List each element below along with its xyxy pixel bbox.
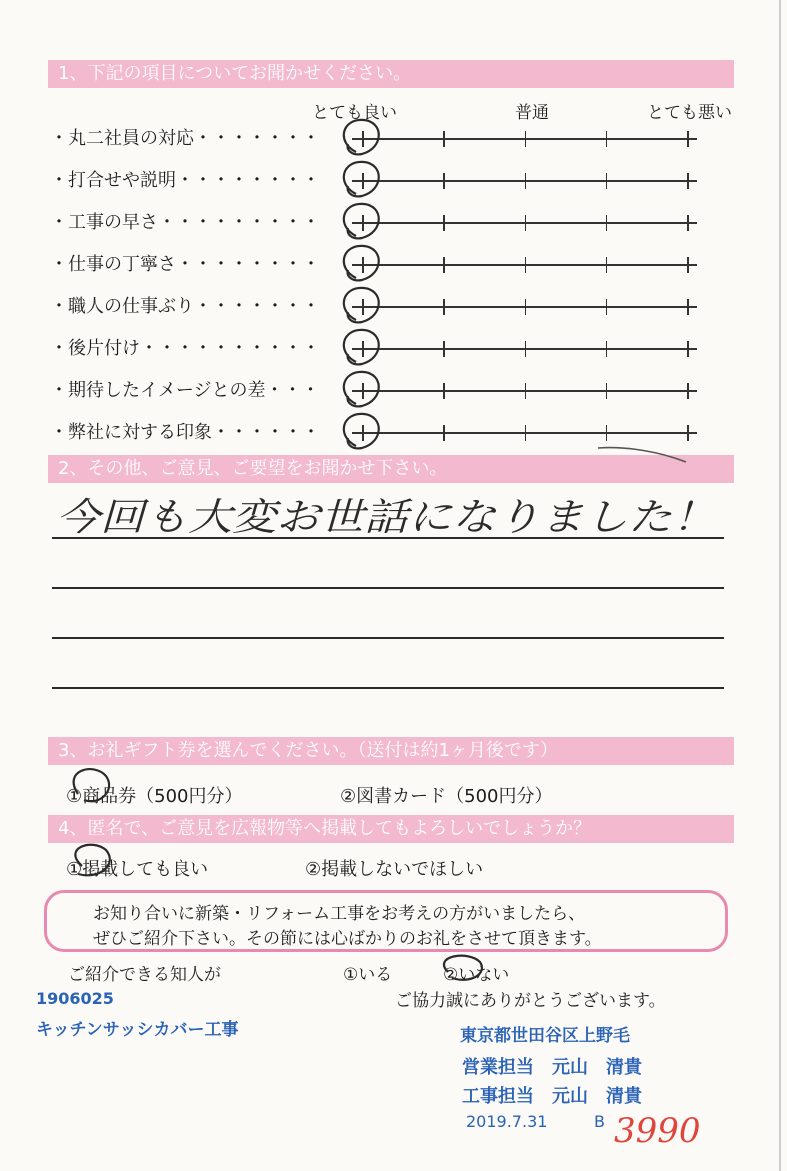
rating-tick[interactable]	[525, 257, 527, 273]
rating-tick[interactable]	[687, 173, 689, 189]
rating-tick[interactable]	[443, 173, 445, 189]
rating-tick[interactable]	[606, 131, 608, 147]
rating-tick[interactable]	[362, 341, 364, 357]
referral-line-1: お知り合いに新築・リフォーム工事をお考えの方がいましたら、	[93, 904, 586, 924]
rating-tick[interactable]	[525, 299, 527, 315]
rating-tick[interactable]	[525, 173, 527, 189]
rating-row-label: ・丸二社員の対応・・・・・・・	[50, 128, 320, 149]
rating-tick[interactable]	[525, 131, 527, 147]
answer-line-1	[52, 537, 724, 539]
thanks-text: ご協力誠にありがとうございます。	[395, 991, 666, 1011]
rating-tick[interactable]	[606, 215, 608, 231]
referral-option-no[interactable]: ②いない	[443, 965, 510, 985]
card-edge	[779, 0, 781, 1171]
handwritten-number: 3990	[614, 1111, 701, 1151]
answer-line-4	[52, 687, 724, 689]
q3-option-book-card[interactable]: ②図書カード（500円分）	[340, 786, 553, 807]
rating-tick[interactable]	[362, 299, 364, 315]
rating-tick[interactable]	[443, 131, 445, 147]
rating-row-label: ・後片付け・・・・・・・・・・	[50, 338, 320, 359]
rating-row-label: ・期待したイメージとの差・・・	[50, 380, 320, 401]
rating-tick[interactable]	[687, 299, 689, 315]
stamp-code: 1906025	[36, 989, 114, 1008]
rating-row-label: ・弊社に対する印象・・・・・・	[50, 422, 320, 443]
rating-tick[interactable]	[443, 425, 445, 441]
referral-option-yes[interactable]: ①いる	[343, 965, 393, 985]
rating-tick[interactable]	[606, 425, 608, 441]
q3-option-gift-voucher[interactable]: ①商品券（500円分）	[66, 786, 243, 807]
rating-tick[interactable]	[606, 173, 608, 189]
rating-row-label: ・仕事の丁寧さ・・・・・・・・	[50, 254, 320, 275]
handwritten-answer: 今回も大変お世話になりました！	[56, 495, 716, 539]
rating-tick[interactable]	[443, 299, 445, 315]
stamp-project: キッチンサッシカバー工事	[36, 1020, 239, 1040]
referral-box	[44, 890, 728, 952]
rating-tick[interactable]	[525, 215, 527, 231]
rating-tick[interactable]	[687, 383, 689, 399]
q3-header: 3、お礼ギフト券を選んでください。（送付は約1ヶ月後です）	[48, 737, 734, 765]
scale-good-label: とても良い	[312, 103, 397, 123]
stamp-letter: B	[594, 1112, 605, 1131]
q4-header: 4、匿名で、ご意見を広報物等へ掲載してもよろしいでしょうか？	[48, 815, 734, 843]
scale-bad-label: とても悪い	[647, 103, 732, 123]
rating-tick[interactable]	[525, 425, 527, 441]
rating-tick[interactable]	[362, 257, 364, 273]
q2-header: 2、その他、ご意見、ご要望をお聞かせ下さい。	[48, 455, 734, 483]
rating-tick[interactable]	[443, 383, 445, 399]
q4-option-decline[interactable]: ②掲載しないでほしい	[305, 859, 484, 880]
rating-tick[interactable]	[443, 341, 445, 357]
rating-row-label: ・工事の早さ・・・・・・・・・	[50, 212, 320, 233]
rating-row-label: ・打合せや説明・・・・・・・・	[50, 170, 320, 191]
rating-tick[interactable]	[606, 299, 608, 315]
stamp-sales: 営業担当 元山 清貴	[462, 1057, 642, 1078]
referral-question: ご紹介できる知人が	[68, 965, 221, 985]
scale-normal-label: 普通	[515, 103, 549, 123]
q1-header: 1、下記の項目についてお聞かせください。	[48, 60, 734, 88]
rating-tick[interactable]	[443, 215, 445, 231]
rating-row-label: ・職人の仕事ぶり・・・・・・・	[50, 296, 320, 317]
rating-tick[interactable]	[362, 215, 364, 231]
rating-tick[interactable]	[687, 425, 689, 441]
answer-line-3	[52, 637, 724, 639]
q4-option-allow[interactable]: ①掲載しても良い	[66, 859, 209, 880]
rating-tick[interactable]	[606, 341, 608, 357]
rating-tick[interactable]	[687, 215, 689, 231]
rating-tick[interactable]	[606, 383, 608, 399]
stamp-construction: 工事担当 元山 清貴	[462, 1086, 642, 1107]
rating-tick[interactable]	[362, 425, 364, 441]
rating-tick[interactable]	[443, 257, 445, 273]
rating-tick[interactable]	[525, 341, 527, 357]
rating-tick[interactable]	[606, 257, 608, 273]
rating-tick[interactable]	[525, 383, 527, 399]
rating-tick[interactable]	[362, 173, 364, 189]
stamp-address: 東京都世田谷区上野毛	[460, 1026, 630, 1046]
stamp-date: 2019.7.31	[466, 1112, 548, 1131]
rating-tick[interactable]	[687, 131, 689, 147]
rating-tick[interactable]	[687, 257, 689, 273]
rating-tick[interactable]	[687, 341, 689, 357]
referral-line-2: ぜひご紹介下さい。その節には心ばかりのお礼をさせて頂きます。	[93, 929, 602, 949]
rating-tick[interactable]	[362, 131, 364, 147]
answer-line-2	[52, 587, 724, 589]
rating-tick[interactable]	[362, 383, 364, 399]
